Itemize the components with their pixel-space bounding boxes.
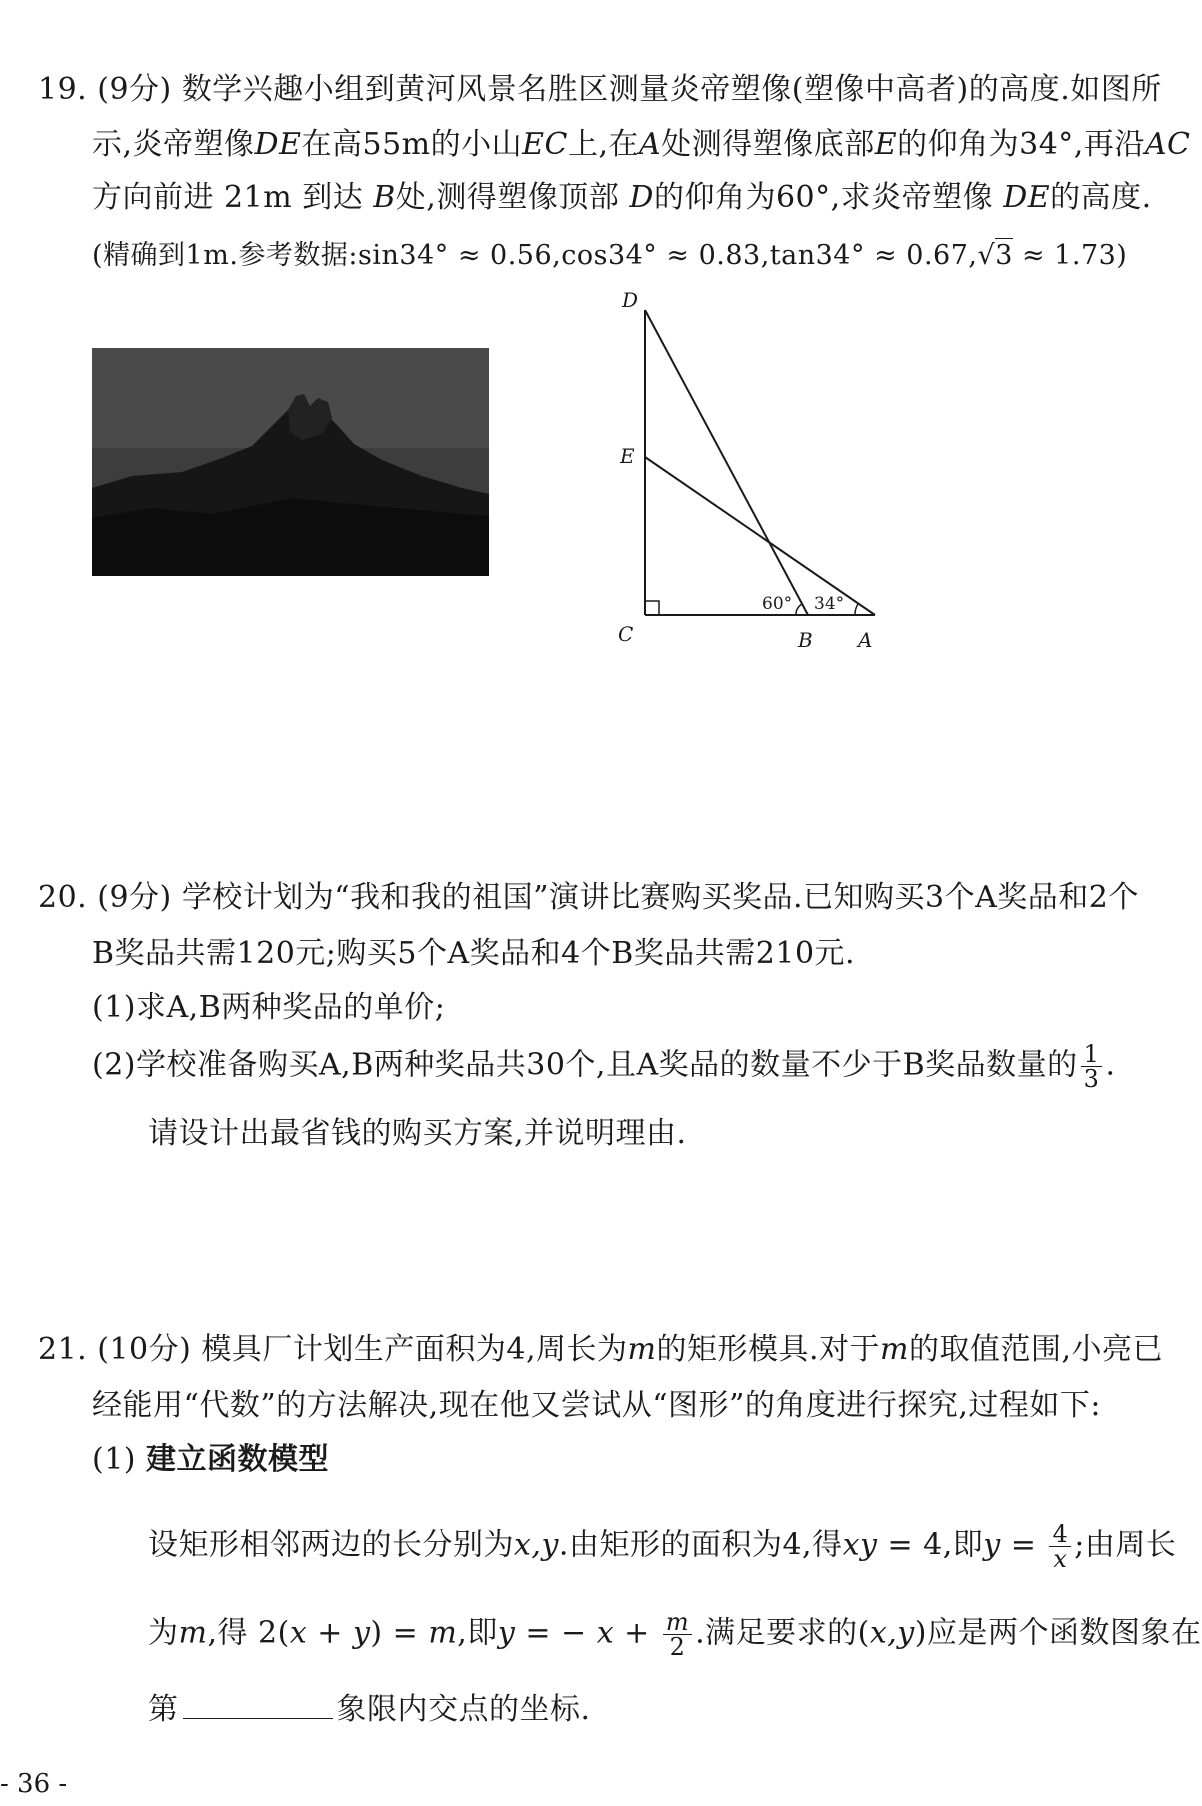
var-y: y — [983, 1527, 1001, 1563]
q21-text: = 4,即 — [877, 1527, 984, 1563]
q21-sub1-label: (1) — [92, 1442, 136, 1477]
var-m: m — [428, 1615, 458, 1651]
q19-text: 的仰角为34°,再沿 — [897, 127, 1145, 162]
q21-number: 21. — [38, 1332, 88, 1367]
reference-data: (精确到1m.参考数据:sin34° ≈ 0.56,cos34° ≈ 0.83,tan34° ≈ 0.67, — [92, 240, 978, 271]
q20-sub-1 — [92, 988, 445, 1028]
q19-line-1 — [38, 70, 1162, 110]
vars-xy: x,y — [514, 1527, 559, 1563]
q21-line-1 — [38, 1330, 1163, 1370]
q19-text: 示,炎帝塑像 — [92, 127, 255, 162]
q21-text: 的矩形模具.对于 — [656, 1332, 881, 1367]
q21-text: 为 — [148, 1615, 179, 1651]
q20-text-1: 学校计划为“我和我的祖国”演讲比赛购买奖品.已知购买3个A奖品和2个 — [181, 880, 1139, 915]
q21-sub-1-heading — [92, 1440, 329, 1480]
q21-line-2 — [92, 1386, 1101, 1426]
label-b: B — [798, 628, 813, 652]
q21-para-1 — [148, 1522, 1176, 1571]
q21-text: ) = — [370, 1615, 429, 1651]
angle-b-label: 60° — [762, 594, 793, 614]
point-b: B — [373, 180, 396, 215]
q21-para-3 — [148, 1690, 591, 1730]
vars-xy: x,y — [869, 1615, 915, 1651]
q21-text: = − — [515, 1615, 597, 1651]
segment-ac: AC — [1144, 127, 1191, 162]
fraction-denominator: x — [1053, 1545, 1068, 1573]
answer-blank[interactable] — [183, 1692, 333, 1719]
q20-sub-2 — [92, 1042, 1116, 1091]
q19-points: (9分) — [97, 72, 172, 107]
q21-text: = — [1000, 1527, 1047, 1563]
fraction-one-third — [1081, 1042, 1103, 1091]
q21-text: 设矩形相邻两边的长分别为 — [148, 1527, 514, 1563]
var-y: y — [497, 1615, 516, 1651]
var-x: x — [596, 1615, 615, 1651]
q19-text: 处,测得塑像顶部 — [395, 180, 620, 215]
q21-text: 第 — [148, 1692, 179, 1727]
q21-text: 象限内交点的坐标. — [336, 1692, 591, 1727]
q21-text: ,即 — [457, 1615, 498, 1651]
q19-text: 处测得塑像底部 — [661, 127, 875, 162]
q20-sub2-text-2: 请设计出最省钱的购买方案,并说明理由. — [148, 1116, 687, 1151]
q21-sub1-title: 建立函数模型 — [146, 1442, 330, 1477]
fraction-denominator: 3 — [1083, 1065, 1100, 1093]
q21-text: ;由周长 — [1074, 1527, 1177, 1563]
statue-photo — [92, 348, 489, 576]
q21-text: 的取值范围,小亮已 — [908, 1332, 1164, 1367]
q20-sub2-end: . — [1105, 1047, 1116, 1083]
label-a: A — [858, 628, 873, 652]
line-db — [645, 310, 808, 615]
fraction-m-over-2 — [663, 1610, 692, 1659]
segment-de: DE — [254, 127, 302, 162]
point-e: E — [874, 127, 898, 162]
q19-line-4 — [92, 236, 1127, 276]
q20-line-1 — [38, 878, 1139, 918]
q21-text: ,得 2( — [207, 1615, 290, 1651]
segment-ec: EC — [522, 127, 568, 162]
reference-data-end: ≈ 1.73) — [1012, 240, 1128, 271]
q21-text: )应是两个函数图象在 — [914, 1615, 1202, 1651]
q21-text-2: 经能用“代数”的方法解决,现在他又尝试从“图形”的角度进行探究,过程如下: — [92, 1388, 1102, 1423]
angle-b-arc — [796, 604, 802, 615]
q19-text: 在高55m的小山 — [301, 127, 523, 162]
q19-text: 的仰角为60°,求炎帝塑像 — [653, 180, 994, 215]
q21-text: 模具厂计划生产面积为4,周长为 — [201, 1332, 628, 1367]
fraction-numerator: m — [663, 1610, 692, 1635]
angle-a-label: 34° — [814, 594, 845, 614]
fraction-numerator: 4 — [1049, 1522, 1071, 1547]
q19-number: 19. — [38, 72, 88, 107]
var-y: y — [352, 1615, 371, 1651]
q21-text: .满足要求的( — [695, 1615, 870, 1651]
q20-sub1-text: (1)求A,B两种奖品的单价; — [92, 990, 446, 1025]
var-m: m — [627, 1332, 657, 1367]
q19-text: 方向前进 21m 到达 — [92, 180, 364, 215]
point-a: A — [639, 127, 662, 162]
right-angle-mark — [645, 601, 659, 615]
q21-points: (10分) — [97, 1332, 192, 1367]
fraction-numerator: 1 — [1081, 1042, 1103, 1067]
geometry-diagram — [600, 285, 900, 655]
q20-text-2: B奖品共需120元;购买5个A奖品和4个B奖品共需210元. — [92, 936, 856, 971]
q21-text: .由矩形的面积为4,得 — [558, 1527, 843, 1563]
q21-text: + — [307, 1615, 353, 1651]
q19-line-2 — [92, 125, 1190, 165]
line-ea — [645, 457, 875, 615]
label-e: E — [620, 444, 635, 468]
var-m: m — [880, 1332, 909, 1367]
q20-sub2-text: (2)学校准备购买A,B两种奖品共30个,且A奖品的数量不少于B奖品数量的 — [92, 1047, 1078, 1083]
fraction-denominator: 2 — [669, 1633, 686, 1661]
label-c: C — [618, 622, 634, 646]
expr-xy: xy — [842, 1527, 878, 1563]
point-d: D — [629, 180, 654, 215]
q20-number: 20. — [38, 880, 88, 915]
page-number: - 36 - — [0, 1769, 68, 1799]
q20-line-2 — [92, 934, 855, 974]
angle-a-arc — [855, 604, 858, 615]
q21-text: + — [614, 1615, 660, 1651]
q19-text: 的高度. — [1050, 180, 1152, 215]
q20-sub-2-line-2 — [148, 1114, 687, 1154]
var-m: m — [178, 1615, 208, 1651]
sqrt-sign: √ — [977, 240, 996, 271]
q19-text: 上,在 — [567, 127, 640, 162]
q19-line-3 — [92, 178, 1152, 218]
fraction-4-over-x — [1049, 1522, 1071, 1571]
label-d: D — [622, 288, 639, 312]
sqrt-argument: 3 — [995, 240, 1013, 271]
q20-points: (9分) — [97, 880, 172, 915]
q19-text-1: 数学兴趣小组到黄河风景名胜区测量炎帝塑像(塑像中高者)的高度.如图所 — [181, 72, 1162, 107]
q21-para-2 — [148, 1610, 1201, 1659]
segment-de: DE — [1003, 180, 1051, 215]
var-x: x — [289, 1615, 308, 1651]
